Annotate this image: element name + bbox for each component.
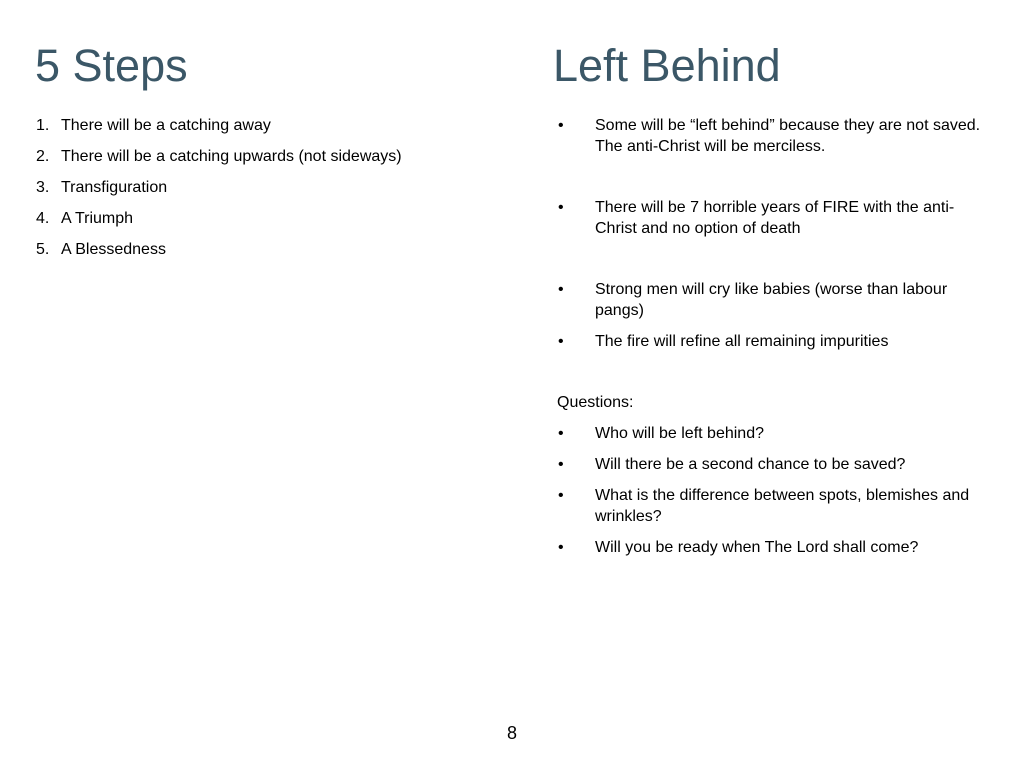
bullet-text: Some will be “left behind” because they are not saved. The anti-Christ will be merciless. bbox=[595, 117, 981, 155]
list-item-text: A Blessedness bbox=[61, 241, 166, 258]
bullet-icon: • bbox=[558, 456, 564, 473]
bullet-item bbox=[557, 116, 987, 157]
bullet-icon: • bbox=[558, 425, 564, 442]
spacer bbox=[557, 168, 987, 199]
question-text: Will there be a second chance to be saved? bbox=[595, 456, 906, 473]
spacer bbox=[557, 363, 987, 394]
left-title: 5 Steps bbox=[35, 40, 188, 91]
bullet-icon: • bbox=[558, 487, 564, 504]
bullet-item bbox=[557, 198, 987, 239]
question-item bbox=[557, 424, 987, 445]
bullet-icon: • bbox=[558, 281, 564, 298]
steps-list bbox=[36, 116, 506, 271]
list-number: 2. bbox=[36, 148, 50, 165]
question-item bbox=[557, 486, 987, 527]
list-item-text: There will be a catching away bbox=[61, 117, 271, 134]
bullet-icon: • bbox=[558, 117, 564, 134]
bullet-item bbox=[557, 280, 987, 321]
list-item bbox=[36, 116, 506, 137]
list-number: 1. bbox=[36, 117, 50, 134]
list-item bbox=[36, 147, 506, 168]
question-text: Will you be ready when The Lord shall come? bbox=[595, 538, 919, 556]
left-behind-list bbox=[557, 116, 987, 569]
spacer bbox=[557, 250, 987, 281]
bullet-text: The fire will refine all remaining impurities bbox=[595, 332, 889, 350]
list-item bbox=[36, 240, 506, 261]
list-item-text: Transfiguration bbox=[61, 179, 168, 196]
bullet-icon: • bbox=[558, 332, 564, 350]
list-number: 3. bbox=[36, 179, 50, 196]
question-item bbox=[557, 538, 987, 559]
bullet-icon: • bbox=[558, 199, 564, 216]
right-title: Left Behind bbox=[553, 40, 781, 91]
question-text: What is the difference between spots, blemishes and wrinkles? bbox=[595, 487, 970, 525]
question-text: Who will be left behind? bbox=[595, 425, 764, 442]
list-number: 4. bbox=[36, 210, 50, 227]
bullet-text: Strong men will cry like babies (worse than labour pangs) bbox=[595, 281, 948, 319]
list-item bbox=[36, 209, 506, 230]
list-number: 5. bbox=[36, 241, 50, 258]
bullet-icon: • bbox=[558, 538, 564, 556]
bullet-item bbox=[557, 332, 987, 353]
list-item-text: There will be a catching upwards (not sideways) bbox=[61, 148, 402, 165]
questions-heading: Questions: bbox=[557, 394, 634, 411]
bullet-text: There will be 7 horrible years of FIRE with the anti-Christ and no option of death bbox=[595, 199, 955, 237]
list-item-text: A Triumph bbox=[61, 210, 134, 227]
page-number: 8 bbox=[506, 723, 517, 743]
list-item bbox=[36, 178, 506, 199]
question-item bbox=[557, 455, 987, 476]
